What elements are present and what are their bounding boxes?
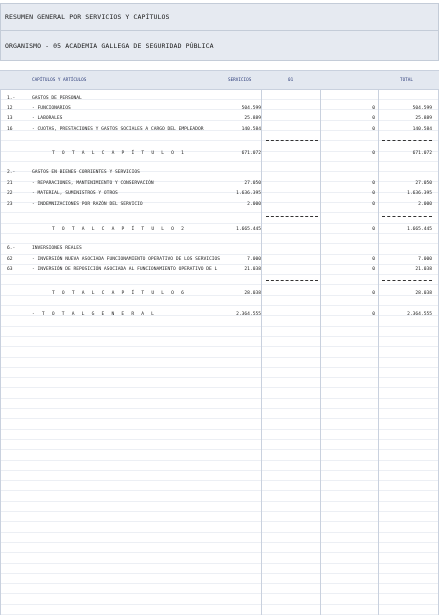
ruled-line <box>0 275 439 285</box>
ruled-line <box>0 523 439 533</box>
col-servicios: SERVICIOS <box>228 78 252 83</box>
organism-title <box>0 31 439 61</box>
cell-v3: 21.038 <box>415 267 432 272</box>
cell-v1: 140.584 <box>241 127 261 132</box>
cell-v1: 27.050 <box>244 181 261 186</box>
cell-desc: GASTOS EN BIENES CORRIENTES Y SERVICIOS <box>32 170 140 175</box>
cell-v2: 0 <box>372 181 375 186</box>
cell-desc: - INVERSIÓN DE REPOSICIÓN ASOCIADA AL FUNCIONAMIENTO OPERATIVO DE L <box>32 267 218 272</box>
cell-desc: INVERSIONES REALES <box>32 246 82 251</box>
ruled-line <box>0 378 439 388</box>
ruled-line <box>0 337 439 347</box>
ruled-line <box>0 492 439 502</box>
ruled-line <box>0 543 439 553</box>
cell-desc: - T O T A L G E N E R A L <box>32 312 157 317</box>
ruled-line <box>0 574 439 584</box>
cell-v2: 0 <box>372 291 375 296</box>
ruled-line <box>0 409 439 419</box>
cell-desc: - INVERSIÓN NUEVA ASOCIADA FUNCIONAMIENTO OPERATIVO DE LOS SERVICIOS <box>32 257 221 262</box>
total-row <box>0 225 439 235</box>
cell-v3: 140.584 <box>412 127 432 132</box>
cell-v3: 671.072 <box>412 151 432 156</box>
chapter-row <box>0 94 439 104</box>
ruled-line <box>0 502 439 512</box>
cell-code: 62 <box>7 257 13 262</box>
ruled-line <box>0 420 439 430</box>
cell-v2: 0 <box>372 151 375 156</box>
cell-v3: 27.050 <box>415 181 432 186</box>
cell-v2: 0 <box>372 257 375 262</box>
report-title-text: RESUMEN GENERAL POR SERVICIOS Y CAPÍTULOS <box>5 13 170 21</box>
total-row <box>0 289 439 299</box>
ruled-line <box>0 584 439 594</box>
ruled-line <box>0 214 439 224</box>
report-title <box>0 3 439 31</box>
ruled-line <box>0 430 439 440</box>
cell-code: 22 <box>7 191 13 196</box>
ruled-line <box>0 512 439 522</box>
cell-v1: 28.038 <box>244 291 261 296</box>
cell-desc: T O T A L C A P Í T U L O 6 <box>52 291 187 296</box>
cell-v1: 2.364.555 <box>236 312 261 317</box>
ruled-line <box>0 533 439 543</box>
cell-v1: 25.889 <box>244 116 261 121</box>
cell-desc: GASTOS DE PERSONAL <box>32 96 82 101</box>
cell-v3: 25.889 <box>415 116 432 121</box>
cell-desc: - MATERIAL, SUMINISTROS Y OTROS <box>32 191 118 196</box>
total-row <box>0 310 439 320</box>
cell-v1: 671.072 <box>241 151 261 156</box>
column-header-row <box>0 70 439 90</box>
ruled-line <box>0 358 439 368</box>
ruled-line <box>0 451 439 461</box>
cell-v1: 504.599 <box>241 106 261 111</box>
table-row <box>0 179 439 189</box>
cell-v2: 0 <box>372 312 375 317</box>
cell-desc: - REPARACIONES, MANTENIMIENTO Y CONSERVACIÓN <box>32 181 154 186</box>
subtotal-rule <box>382 140 432 141</box>
total-row <box>0 149 439 159</box>
cell-code: 23 <box>7 202 13 207</box>
cell-v3: 1.665.445 <box>407 227 432 232</box>
cell-v2: 0 <box>372 202 375 207</box>
cell-desc: - INDEMNIZACIONES POR RAZÓN DEL SERVICIO <box>32 202 143 207</box>
ruled-line <box>0 348 439 358</box>
ruled-line <box>0 554 439 564</box>
cell-code: 13 <box>7 116 13 121</box>
chapter-row <box>0 168 439 178</box>
cell-v3: 28.038 <box>415 291 432 296</box>
col-capitulos: CAPÍTULOS Y ARTÍCULOS <box>32 78 87 83</box>
table-row <box>0 189 439 199</box>
cell-desc: - CUOTAS, PRESTACIONES Y GASTOS SOCIALES A CARGO DEL EMPLEADOR <box>32 127 204 132</box>
cell-v2: 0 <box>372 227 375 232</box>
ruled-line <box>0 471 439 481</box>
table-row <box>0 125 439 135</box>
chapter-row <box>0 244 439 254</box>
cell-code: 63 <box>7 267 13 272</box>
cell-v3: 2.000 <box>418 202 432 207</box>
cell-v3: 7.000 <box>418 257 432 262</box>
cell-desc: T O T A L C A P Í T U L O 1 <box>52 151 187 156</box>
cell-v2: 0 <box>372 267 375 272</box>
ruled-line <box>0 327 439 337</box>
ruled-line <box>0 440 439 450</box>
cell-v1: 21.038 <box>244 267 261 272</box>
table-row <box>0 104 439 114</box>
subtotal-rule <box>382 280 432 281</box>
cell-v3: 504.599 <box>412 106 432 111</box>
subtotal-rule <box>266 216 318 217</box>
col-01: 01 <box>288 78 294 83</box>
cell-code: 2.- <box>7 170 16 175</box>
table-row <box>0 265 439 275</box>
table-row <box>0 255 439 265</box>
summary-table <box>0 70 439 615</box>
cell-v3: 2.364.555 <box>407 312 432 317</box>
ruled-line <box>0 389 439 399</box>
ruled-line <box>0 399 439 409</box>
cell-v2: 0 <box>372 116 375 121</box>
cell-code: 1.- <box>7 96 16 101</box>
cell-desc: - FUNCIONARIOS <box>32 106 71 111</box>
cell-desc: T O T A L C A P Í T U L O 2 <box>52 227 187 232</box>
col-total: TOTAL <box>400 78 413 83</box>
table-row <box>0 114 439 124</box>
subtotal-rule <box>266 280 318 281</box>
subtotal-rule <box>266 140 318 141</box>
cell-code: 21 <box>7 181 13 186</box>
cell-code: 16 <box>7 127 13 132</box>
ruled-line <box>0 605 439 615</box>
cell-v2: 0 <box>372 106 375 111</box>
subtotal-rule <box>382 216 432 217</box>
ruled-line <box>0 564 439 574</box>
cell-v1: 1.665.445 <box>236 227 261 232</box>
cell-v2: 0 <box>372 191 375 196</box>
ruled-line <box>0 368 439 378</box>
ruled-line <box>0 461 439 471</box>
cell-code: 6.- <box>7 246 16 251</box>
cell-desc: - LABORALES <box>32 116 63 121</box>
cell-v1: 7.000 <box>247 257 261 262</box>
cell-code: 12 <box>7 106 13 111</box>
organism-title-text: ORGANISMO - 05 ACADEMIA GALLEGA DE SEGURIDAD PÚBLICA <box>5 41 214 50</box>
ruled-line <box>0 234 439 244</box>
cell-v3: 1.636.395 <box>407 191 432 196</box>
ruled-line <box>0 595 439 605</box>
table-row <box>0 200 439 210</box>
cell-v1: 1.636.395 <box>236 191 261 196</box>
cell-v1: 2.000 <box>247 202 261 207</box>
ruled-line <box>0 481 439 491</box>
cell-v2: 0 <box>372 127 375 132</box>
